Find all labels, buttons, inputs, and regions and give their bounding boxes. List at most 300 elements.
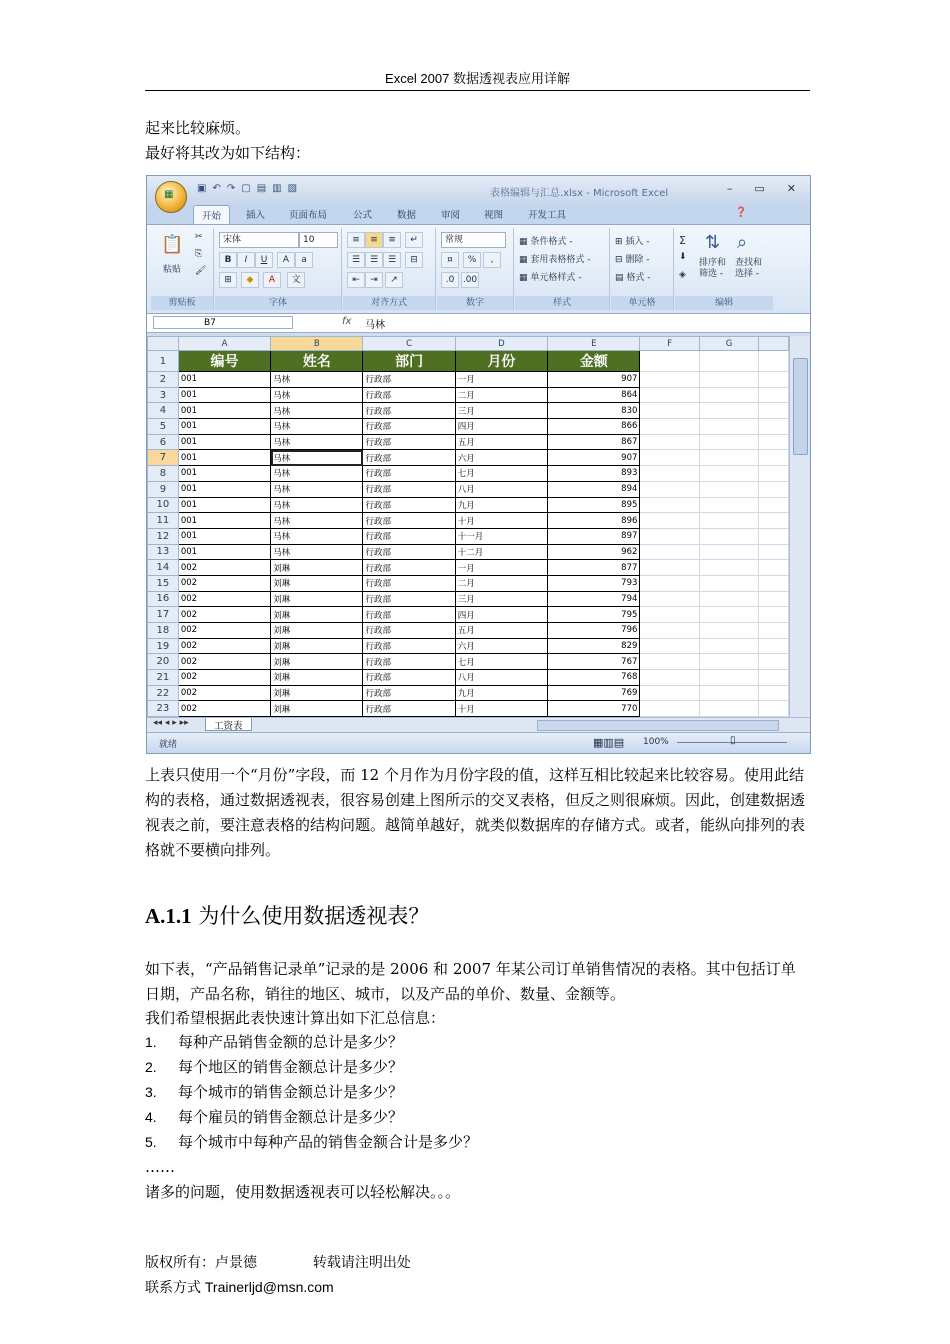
table-cell[interactable]: 八月 xyxy=(455,481,547,497)
empty-cell[interactable] xyxy=(640,419,699,435)
empty-cell[interactable] xyxy=(759,434,789,450)
table-cell[interactable]: 001 xyxy=(178,544,270,560)
table-cell[interactable]: 行政部 xyxy=(363,528,455,544)
table-cell[interactable]: 马林 xyxy=(271,481,363,497)
fx-icon[interactable]: fx xyxy=(342,316,352,327)
empty-cell[interactable] xyxy=(699,575,758,591)
table-cell[interactable]: 九月 xyxy=(455,685,547,701)
table-cell[interactable]: 866 xyxy=(548,419,640,435)
row-header[interactable]: 9 xyxy=(148,481,179,497)
table-cell[interactable]: 行政部 xyxy=(363,623,455,639)
row-header[interactable]: 14 xyxy=(148,560,179,576)
table-cell[interactable]: 十一月 xyxy=(455,528,547,544)
empty-cell[interactable] xyxy=(699,481,758,497)
table-cell[interactable]: 十月 xyxy=(455,701,547,717)
table-cell[interactable]: 四月 xyxy=(455,419,547,435)
redo-icon[interactable]: ↷ xyxy=(226,183,236,194)
table-cell[interactable]: 770 xyxy=(548,701,640,717)
empty-cell[interactable] xyxy=(640,513,699,529)
font-name-select[interactable]: 宋体 xyxy=(219,232,299,248)
table-cell[interactable]: 行政部 xyxy=(363,403,455,419)
table-cell[interactable]: 962 xyxy=(548,544,640,560)
table-cell[interactable]: 行政部 xyxy=(363,450,455,466)
table-cell[interactable]: 六月 xyxy=(455,638,547,654)
empty-cell[interactable] xyxy=(759,450,789,466)
empty-cell[interactable] xyxy=(640,623,699,639)
table-cell[interactable]: 马林 xyxy=(271,434,363,450)
table-cell[interactable]: 马林 xyxy=(271,419,363,435)
row-header[interactable]: 7 xyxy=(148,450,179,466)
column-header-c[interactable]: C xyxy=(363,337,455,351)
table-cell[interactable]: 一月 xyxy=(455,560,547,576)
table-cell[interactable]: 001 xyxy=(178,528,270,544)
format-painter-icon[interactable]: 🖌 xyxy=(195,266,207,276)
row-header[interactable]: 6 xyxy=(148,434,179,450)
table-cell[interactable]: 002 xyxy=(178,701,270,717)
empty-cell[interactable] xyxy=(699,403,758,419)
tab-formulas[interactable]: 公式 xyxy=(353,210,373,221)
table-cell[interactable]: 897 xyxy=(548,528,640,544)
table-cell[interactable]: 002 xyxy=(178,654,270,670)
empty-cell[interactable] xyxy=(759,513,789,529)
currency-icon[interactable]: ¤ xyxy=(441,252,459,268)
table-cell[interactable]: 001 xyxy=(178,372,270,388)
print-icon[interactable]: ▥ xyxy=(272,183,282,194)
table-cell[interactable]: 行政部 xyxy=(363,638,455,654)
paste-icon[interactable]: 📋 xyxy=(161,234,184,255)
office-button[interactable]: ▦ xyxy=(155,181,187,213)
empty-cell[interactable] xyxy=(759,560,789,576)
header-cell-id[interactable]: 编号 xyxy=(178,351,270,372)
table-cell[interactable]: 四月 xyxy=(455,607,547,623)
table-cell[interactable]: 马林 xyxy=(271,387,363,403)
row-header[interactable]: 8 xyxy=(148,466,179,482)
table-cell[interactable]: 794 xyxy=(548,591,640,607)
empty-cell[interactable] xyxy=(640,434,699,450)
row-header[interactable]: 16 xyxy=(148,591,179,607)
empty-cell[interactable] xyxy=(699,685,758,701)
column-header-a[interactable]: A xyxy=(178,337,270,351)
column-header-f[interactable]: F xyxy=(640,337,699,351)
table-cell[interactable]: 001 xyxy=(178,434,270,450)
empty-cell[interactable] xyxy=(640,560,699,576)
table-cell[interactable]: 行政部 xyxy=(363,419,455,435)
empty-cell[interactable] xyxy=(699,434,758,450)
table-cell[interactable]: 行政部 xyxy=(363,434,455,450)
undo-icon[interactable]: ↶ xyxy=(212,183,221,194)
scroll-thumb[interactable] xyxy=(793,358,808,455)
empty-cell[interactable] xyxy=(699,544,758,560)
font-color-icon[interactable]: A xyxy=(263,272,281,288)
empty-cell[interactable] xyxy=(699,560,758,576)
table-cell[interactable]: 830 xyxy=(548,403,640,419)
row-header[interactable]: 12 xyxy=(148,528,179,544)
minimize-icon[interactable]: – xyxy=(726,182,733,195)
empty-cell[interactable] xyxy=(699,607,758,623)
find-select-label[interactable]: 查找和选择 - xyxy=(735,258,763,279)
empty-cell[interactable] xyxy=(640,575,699,591)
empty-cell[interactable] xyxy=(640,351,699,372)
row-header[interactable]: 2 xyxy=(148,372,179,388)
insert-cells-button[interactable]: ⊞ 插入 - xyxy=(615,237,650,247)
table-cell[interactable]: 793 xyxy=(548,575,640,591)
percent-icon[interactable]: % xyxy=(463,252,481,268)
table-cell[interactable]: 894 xyxy=(548,481,640,497)
table-cell[interactable]: 刘琳 xyxy=(271,638,363,654)
empty-cell[interactable] xyxy=(640,481,699,497)
copy-icon[interactable]: ⎘ xyxy=(195,249,203,259)
empty-cell[interactable] xyxy=(759,607,789,623)
table-cell[interactable]: 895 xyxy=(548,497,640,513)
table-cell[interactable]: 907 xyxy=(548,450,640,466)
table-cell[interactable]: 001 xyxy=(178,387,270,403)
empty-cell[interactable] xyxy=(699,351,758,372)
table-cell[interactable]: 002 xyxy=(178,670,270,686)
table-cell[interactable]: 769 xyxy=(548,685,640,701)
conditional-format-button[interactable]: ▦ 条件格式 - xyxy=(519,237,573,247)
cut-icon[interactable]: ✂ xyxy=(195,232,203,242)
table-cell[interactable]: 796 xyxy=(548,623,640,639)
empty-cell[interactable] xyxy=(699,638,758,654)
table-cell[interactable]: 五月 xyxy=(455,623,547,639)
table-cell[interactable]: 刘琳 xyxy=(271,575,363,591)
increase-decimal-icon[interactable]: .0 xyxy=(441,272,459,288)
format-cells-button[interactable]: ▤ 格式 - xyxy=(615,273,651,283)
row-header[interactable]: 17 xyxy=(148,607,179,623)
status-text: 就绪 xyxy=(159,740,178,750)
empty-cell[interactable] xyxy=(759,497,789,513)
empty-cell[interactable] xyxy=(640,466,699,482)
tab-review[interactable]: 审阅 xyxy=(441,210,461,221)
table-cell[interactable]: 864 xyxy=(548,387,640,403)
row-header[interactable]: 15 xyxy=(148,575,179,591)
ellipsis: …… xyxy=(145,1158,175,1176)
window-controls xyxy=(727,182,796,195)
tab-page-layout[interactable]: 页面布局 xyxy=(289,210,328,221)
table-cell[interactable]: 行政部 xyxy=(363,560,455,576)
paste-label[interactable]: 粘贴 xyxy=(163,265,182,275)
bold-button[interactable]: B xyxy=(219,252,237,268)
table-cell[interactable]: 刘琳 xyxy=(271,560,363,576)
tab-data[interactable]: 数据 xyxy=(397,210,417,221)
table-cell[interactable]: 二月 xyxy=(455,387,547,403)
table-cell[interactable]: 七月 xyxy=(455,466,547,482)
table-cell[interactable]: 001 xyxy=(178,450,270,466)
sheet-nav-icon[interactable]: ◂◂ ◂ ▸ ▸▸ xyxy=(153,718,189,728)
table-cell[interactable]: 行政部 xyxy=(363,654,455,670)
table-cell[interactable]: 002 xyxy=(178,638,270,654)
empty-cell[interactable] xyxy=(759,403,789,419)
formula-input[interactable]: 马林 xyxy=(365,320,385,331)
table-cell[interactable]: 九月 xyxy=(455,497,547,513)
header-cell-month[interactable]: 月份 xyxy=(455,351,547,372)
header-cell-name[interactable]: 姓名 xyxy=(271,351,363,372)
empty-cell[interactable] xyxy=(699,497,758,513)
table-cell[interactable]: 795 xyxy=(548,607,640,623)
select-all-corner[interactable] xyxy=(148,337,179,351)
table-cell[interactable]: 893 xyxy=(548,466,640,482)
empty-cell[interactable] xyxy=(640,387,699,403)
table-cell[interactable]: 十月 xyxy=(455,513,547,529)
table-cell[interactable]: 768 xyxy=(548,670,640,686)
table-cell[interactable]: 002 xyxy=(178,685,270,701)
cell-styles-button[interactable]: ▦ 单元格样式 - xyxy=(519,273,582,283)
close-icon[interactable]: ✕ xyxy=(786,182,796,195)
empty-cell[interactable] xyxy=(640,685,699,701)
table-cell[interactable]: 五月 xyxy=(455,434,547,450)
table-cell[interactable]: 002 xyxy=(178,607,270,623)
empty-cell[interactable] xyxy=(640,450,699,466)
table-cell[interactable]: 行政部 xyxy=(363,685,455,701)
table-cell[interactable]: 马林 xyxy=(271,497,363,513)
empty-cell[interactable] xyxy=(699,372,758,388)
table-cell[interactable]: 三月 xyxy=(455,591,547,607)
table-cell[interactable]: 十二月 xyxy=(455,544,547,560)
empty-cell[interactable] xyxy=(699,450,758,466)
row-header[interactable]: 23 xyxy=(148,701,179,717)
increase-indent-icon[interactable]: ⇥ xyxy=(365,272,383,288)
table-cell[interactable]: 002 xyxy=(178,623,270,639)
table-cell[interactable]: 刘琳 xyxy=(271,591,363,607)
empty-cell[interactable] xyxy=(699,670,758,686)
table-cell[interactable]: 行政部 xyxy=(363,544,455,560)
orientation-icon[interactable]: ↗ xyxy=(385,272,403,288)
empty-cell[interactable] xyxy=(759,623,789,639)
empty-cell[interactable] xyxy=(759,481,789,497)
table-cell[interactable]: 002 xyxy=(178,591,270,607)
row-header[interactable]: 4 xyxy=(148,403,179,419)
table-cell[interactable]: 行政部 xyxy=(363,575,455,591)
table-cell[interactable]: 行政部 xyxy=(363,481,455,497)
list-item xyxy=(145,1080,810,1105)
clear-icon[interactable]: ◈ xyxy=(679,270,686,280)
table-cell[interactable]: 七月 xyxy=(455,654,547,670)
table-cell[interactable]: 刘琳 xyxy=(271,685,363,701)
table-cell[interactable]: 二月 xyxy=(455,575,547,591)
empty-cell[interactable] xyxy=(699,654,758,670)
sheet-tab[interactable]: 工资表 xyxy=(205,718,252,731)
empty-cell[interactable] xyxy=(640,701,699,717)
group-clipboard xyxy=(151,228,214,310)
table-cell[interactable]: 行政部 xyxy=(363,466,455,482)
new-icon[interactable]: ▢ xyxy=(241,183,251,194)
vertical-scrollbar[interactable] xyxy=(789,336,810,717)
table-cell[interactable]: 马林 xyxy=(271,513,363,529)
align-middle-icon[interactable]: ≡ xyxy=(365,232,383,248)
border-icon[interactable]: ⊞ xyxy=(219,272,237,288)
empty-cell[interactable] xyxy=(640,372,699,388)
find-select-icon[interactable]: ⌕ xyxy=(737,232,748,253)
fill-color-icon[interactable]: ◆ xyxy=(241,272,259,288)
table-cell[interactable]: 行政部 xyxy=(363,670,455,686)
column-header-e[interactable]: E xyxy=(548,337,640,351)
row-header[interactable]: 13 xyxy=(148,544,179,560)
table-cell[interactable]: 001 xyxy=(178,481,270,497)
table-cell[interactable]: 002 xyxy=(178,575,270,591)
empty-cell[interactable] xyxy=(699,387,758,403)
empty-cell[interactable] xyxy=(699,466,758,482)
table-cell[interactable]: 行政部 xyxy=(363,701,455,717)
row-header[interactable]: 21 xyxy=(148,670,179,686)
empty-cell[interactable] xyxy=(759,528,789,544)
empty-cell[interactable] xyxy=(640,670,699,686)
table-cell[interactable]: 马林 xyxy=(271,450,363,466)
underline-button[interactable]: U xyxy=(255,252,273,268)
delete-cells-button[interactable]: ⊟ 删除 - xyxy=(615,255,650,265)
empty-cell[interactable] xyxy=(759,419,789,435)
table-cell[interactable]: 六月 xyxy=(455,450,547,466)
empty-cell[interactable] xyxy=(640,607,699,623)
paragraph-conclusion: 诸多的问题，使用数据透视表可以轻松解决。。。 xyxy=(145,1183,461,1201)
empty-cell[interactable] xyxy=(759,544,789,560)
row-header[interactable]: 11 xyxy=(148,513,179,529)
maximize-icon[interactable]: ▭ xyxy=(754,182,765,195)
empty-cell[interactable] xyxy=(759,701,789,717)
merge-center-icon[interactable]: ⊟ xyxy=(405,252,423,268)
table-cell[interactable]: 001 xyxy=(178,497,270,513)
empty-cell[interactable] xyxy=(759,638,789,654)
table-cell[interactable]: 八月 xyxy=(455,670,547,686)
decrease-indent-icon[interactable]: ⇤ xyxy=(347,272,365,288)
table-cell[interactable]: 002 xyxy=(178,560,270,576)
table-cell[interactable]: 001 xyxy=(178,513,270,529)
row-header[interactable]: 20 xyxy=(148,654,179,670)
empty-cell[interactable] xyxy=(759,372,789,388)
align-top-icon[interactable]: ≡ xyxy=(347,232,365,248)
grow-font-button[interactable]: A xyxy=(277,252,295,268)
empty-cell[interactable] xyxy=(699,513,758,529)
table-cell[interactable]: 829 xyxy=(548,638,640,654)
fill-icon[interactable]: ⬇ xyxy=(679,252,687,262)
table-cell[interactable]: 907 xyxy=(548,372,640,388)
number-format-select[interactable]: 常规 xyxy=(441,232,506,248)
tab-insert[interactable]: 插入 xyxy=(246,210,266,221)
table-cell[interactable]: 行政部 xyxy=(363,513,455,529)
table-cell[interactable]: 刘琳 xyxy=(271,623,363,639)
align-right-icon[interactable]: ☰ xyxy=(383,252,401,268)
open-icon[interactable]: ▤ xyxy=(256,183,267,194)
table-cell[interactable]: 001 xyxy=(178,419,270,435)
column-header-b[interactable]: B xyxy=(271,337,363,351)
table-cell[interactable]: 马林 xyxy=(271,466,363,482)
empty-cell[interactable] xyxy=(759,591,789,607)
tab-home[interactable]: 开始 xyxy=(193,205,230,224)
empty-cell[interactable] xyxy=(640,497,699,513)
sort-filter-icon[interactable]: ⇅ xyxy=(705,232,721,253)
row-header[interactable]: 10 xyxy=(148,497,179,513)
table-cell[interactable]: 刘琳 xyxy=(271,701,363,717)
table-cell[interactable]: 行政部 xyxy=(363,372,455,388)
column-header-g[interactable]: G xyxy=(699,337,758,351)
zoom-thumb-icon[interactable]: ▯ xyxy=(730,735,736,746)
empty-cell[interactable] xyxy=(699,701,758,717)
font-size-select[interactable]: 10 xyxy=(299,232,338,248)
row-header[interactable]: 22 xyxy=(148,685,179,701)
quick-access-toolbar xyxy=(197,183,297,194)
shrink-font-button[interactable]: a xyxy=(295,252,313,268)
table-cell[interactable]: 刘琳 xyxy=(271,654,363,670)
wrap-text-icon[interactable]: ↵ xyxy=(405,232,423,248)
empty-cell[interactable] xyxy=(640,403,699,419)
table-cell[interactable]: 马林 xyxy=(271,528,363,544)
italic-button[interactable]: I xyxy=(237,252,255,268)
empty-cell[interactable] xyxy=(640,654,699,670)
empty-cell[interactable] xyxy=(640,638,699,654)
empty-cell[interactable] xyxy=(640,544,699,560)
align-center-icon[interactable]: ☰ xyxy=(365,252,383,268)
table-cell[interactable]: 行政部 xyxy=(363,607,455,623)
empty-cell[interactable] xyxy=(759,654,789,670)
phonetic-icon[interactable]: 文 xyxy=(287,272,305,288)
tab-developer[interactable]: 开发工具 xyxy=(528,210,567,221)
table-cell[interactable]: 896 xyxy=(548,513,640,529)
table-cell[interactable]: 行政部 xyxy=(363,497,455,513)
row-header[interactable]: 3 xyxy=(148,387,179,403)
column-header-d[interactable]: D xyxy=(455,337,547,351)
empty-cell[interactable] xyxy=(699,623,758,639)
empty-cell[interactable] xyxy=(759,387,789,403)
row-header[interactable]: 19 xyxy=(148,638,179,654)
view-buttons-icon[interactable]: ▦▥▤ xyxy=(593,736,625,749)
name-box[interactable]: B7 xyxy=(153,316,293,329)
table-cell[interactable]: 行政部 xyxy=(363,387,455,403)
empty-cell[interactable] xyxy=(759,685,789,701)
preview-icon[interactable]: ▧ xyxy=(287,183,298,194)
empty-cell[interactable] xyxy=(640,591,699,607)
header-cell-dept[interactable]: 部门 xyxy=(363,351,455,372)
table-cell[interactable]: 马林 xyxy=(271,544,363,560)
empty-cell[interactable] xyxy=(759,351,789,372)
empty-cell[interactable] xyxy=(699,591,758,607)
table-cell[interactable]: 刘琳 xyxy=(271,670,363,686)
align-bottom-icon[interactable]: ≡ xyxy=(383,232,401,248)
empty-cell[interactable] xyxy=(759,575,789,591)
save-icon[interactable]: ▣ xyxy=(197,183,207,194)
comma-icon[interactable]: , xyxy=(483,252,501,268)
decrease-decimal-icon[interactable]: .00 xyxy=(461,272,479,288)
table-cell[interactable]: 马林 xyxy=(271,372,363,388)
align-left-icon[interactable]: ☰ xyxy=(347,252,365,268)
sort-filter-label[interactable]: 排序和筛选 - xyxy=(699,258,727,279)
autosum-icon[interactable]: Σ xyxy=(679,234,686,247)
tab-view[interactable]: 视图 xyxy=(484,210,504,221)
empty-cell[interactable] xyxy=(759,466,789,482)
empty-cell[interactable] xyxy=(640,528,699,544)
group-label-font: 字体 xyxy=(215,296,341,310)
table-cell[interactable]: 行政部 xyxy=(363,591,455,607)
empty-cell[interactable] xyxy=(699,419,758,435)
row-header[interactable]: 18 xyxy=(148,623,179,639)
header-cell-amount[interactable]: 金额 xyxy=(548,351,640,372)
table-cell[interactable]: 767 xyxy=(548,654,640,670)
table-cell[interactable]: 三月 xyxy=(455,403,547,419)
table-cell[interactable]: 马林 xyxy=(271,403,363,419)
row-header[interactable]: 5 xyxy=(148,419,179,435)
format-as-table-button[interactable]: ▦ 套用表格格式 - xyxy=(519,255,591,265)
table-cell[interactable]: 001 xyxy=(178,466,270,482)
table-cell[interactable]: 一月 xyxy=(455,372,547,388)
table-cell[interactable]: 刘琳 xyxy=(271,607,363,623)
help-icon[interactable]: ❓ xyxy=(735,207,747,218)
empty-cell[interactable] xyxy=(699,528,758,544)
horizontal-scrollbar[interactable] xyxy=(537,720,779,731)
table-cell[interactable]: 001 xyxy=(178,403,270,419)
table-cell[interactable]: 867 xyxy=(548,434,640,450)
section-title: 为什么使用数据透视表？ xyxy=(191,904,430,928)
table-cell[interactable]: 877 xyxy=(548,560,640,576)
row-header[interactable]: 1 xyxy=(148,351,179,372)
empty-cell[interactable] xyxy=(759,670,789,686)
